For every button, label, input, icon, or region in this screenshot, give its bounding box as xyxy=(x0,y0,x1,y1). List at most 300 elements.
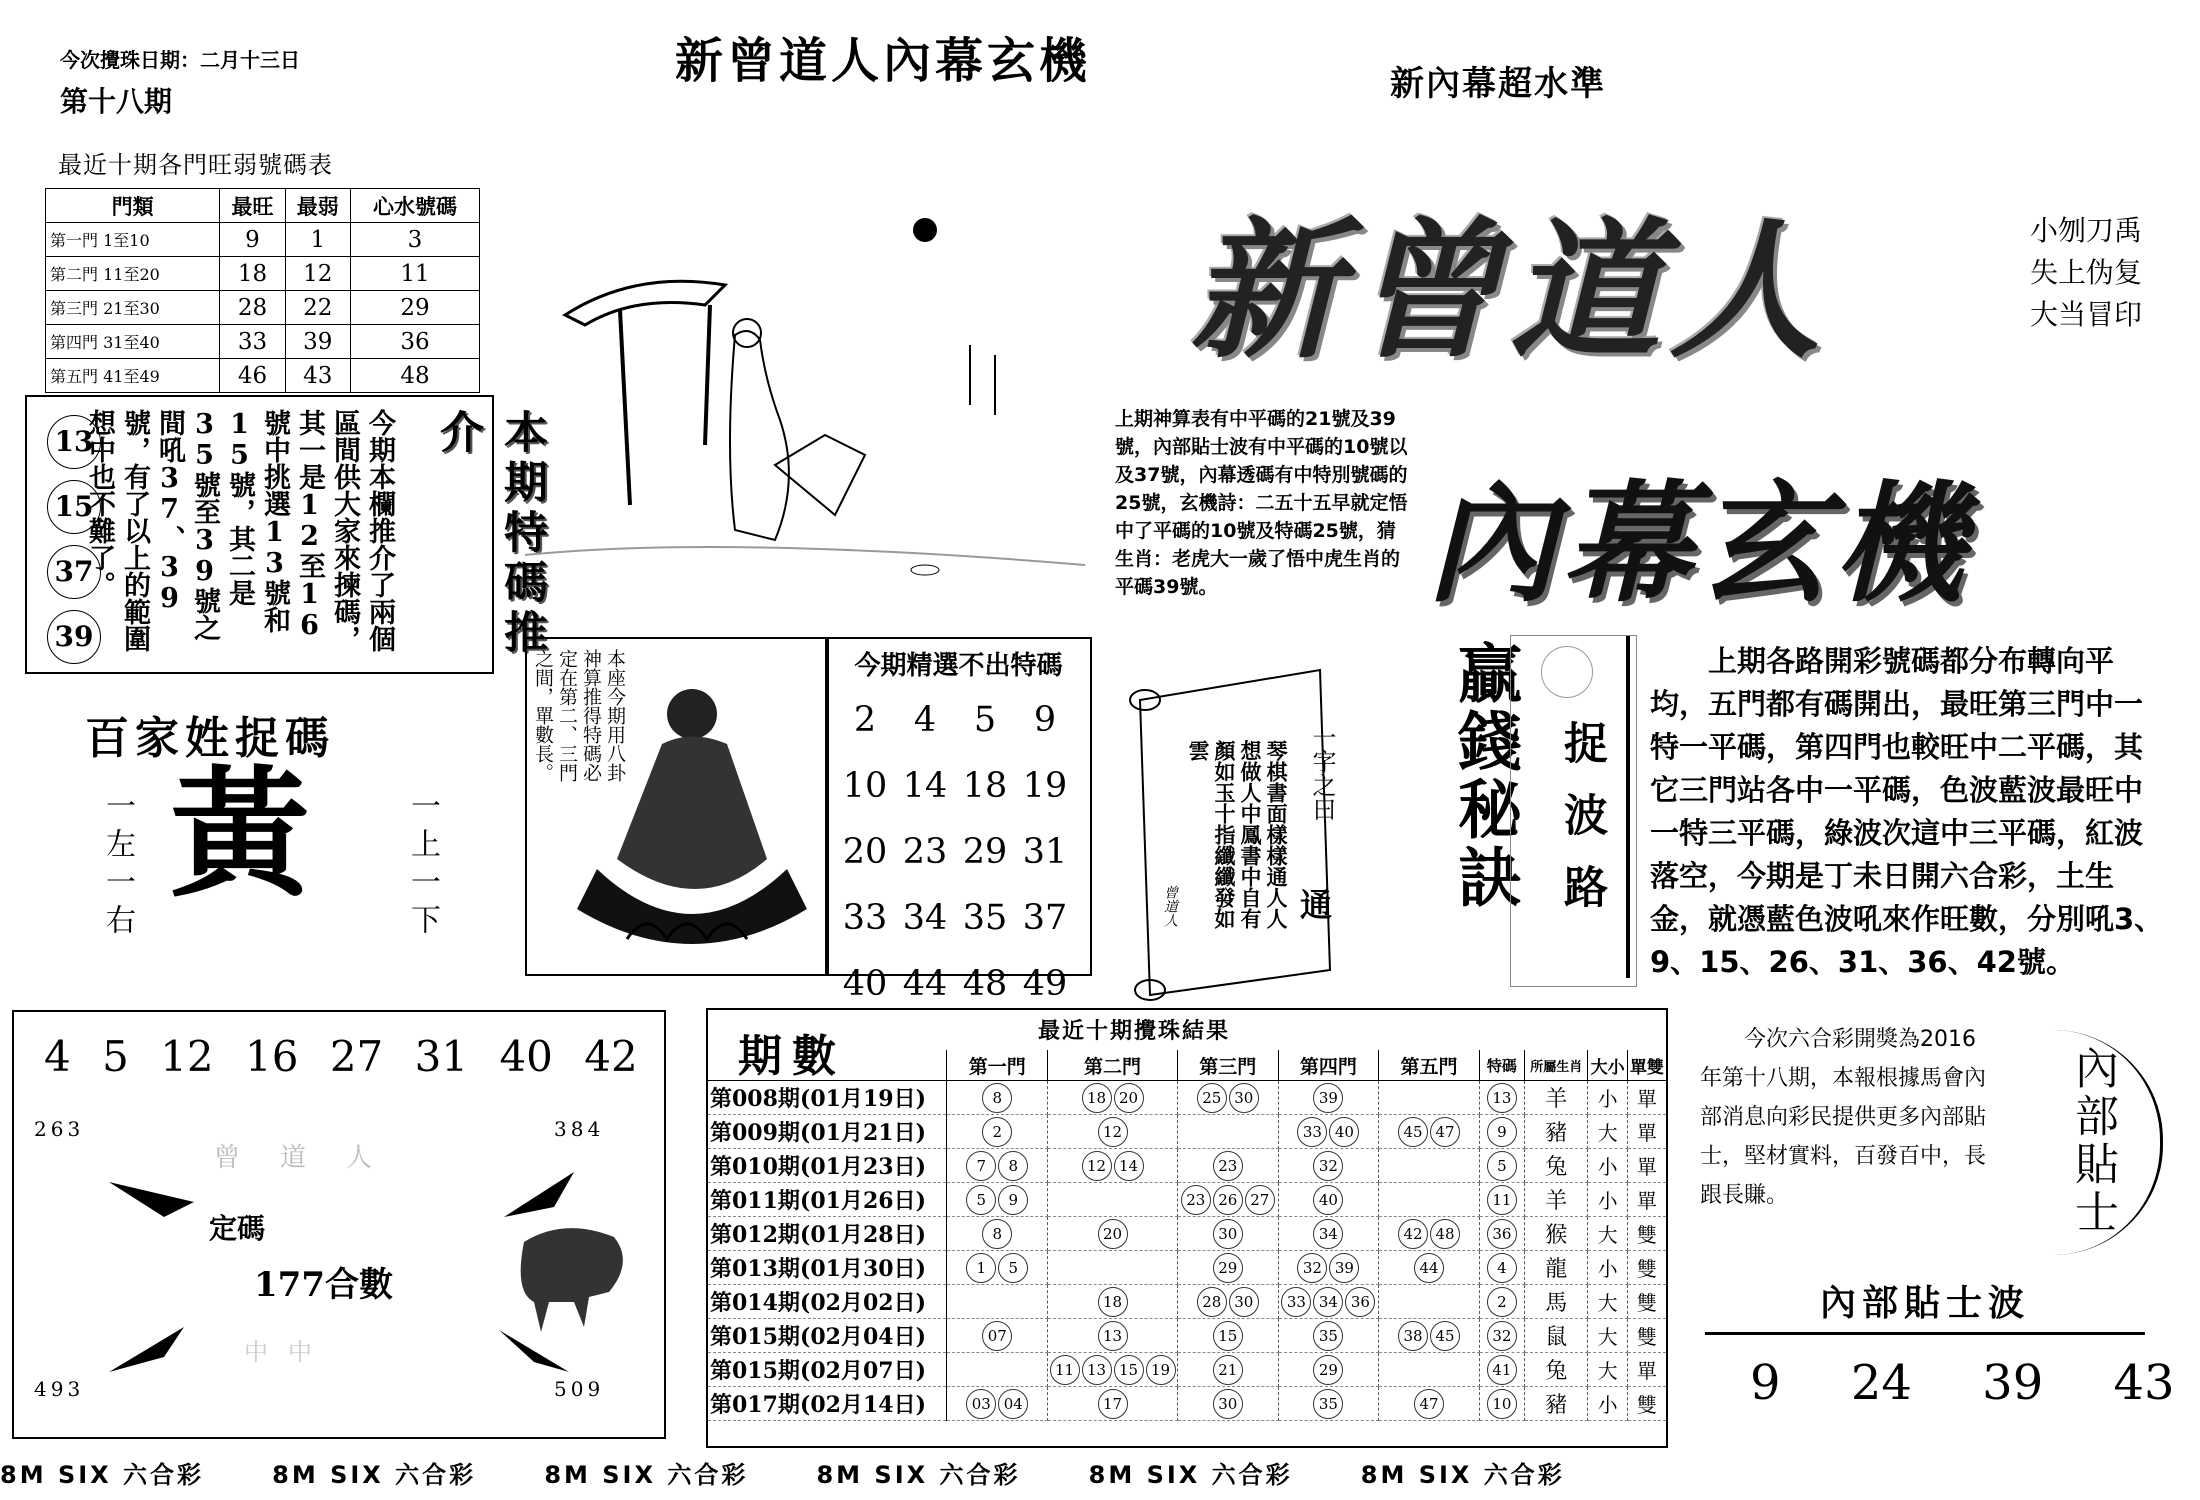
selected-title: 今期精選不出特碼 xyxy=(854,651,1063,681)
ball-number: 13 xyxy=(1098,1321,1128,1351)
ball-number: 34 xyxy=(1313,1287,1343,1317)
scroll-line: 書中自有顏如玉 xyxy=(1212,740,1263,929)
table-row xyxy=(46,325,480,359)
selected-number: 49 xyxy=(1022,964,1068,1004)
zodiac-cell: 龍 xyxy=(1525,1251,1588,1285)
ball-number: 5 xyxy=(998,1253,1028,1283)
footer-logo: 8M SIX 六合彩 xyxy=(0,1461,205,1489)
ball-number: 13 xyxy=(1082,1355,1112,1385)
odd-even-cell: 雙 xyxy=(1627,1387,1666,1421)
weak-cell: 39 xyxy=(285,325,350,359)
fixed-number: 5 xyxy=(102,1032,129,1081)
table-row xyxy=(46,257,480,291)
ball-number: 32 xyxy=(1297,1253,1327,1283)
door-cell: 第二門 11至20 xyxy=(46,257,220,291)
table-row xyxy=(708,1115,1666,1149)
fixed-number: 40 xyxy=(499,1032,553,1081)
table-row xyxy=(708,1285,1666,1319)
col-header: 心水號碼 xyxy=(350,189,479,223)
ball-number: 4 xyxy=(1487,1253,1517,1283)
period-cell: 第008期(01月19日) xyxy=(708,1081,947,1115)
zodiac-cell: 兔 xyxy=(1525,1353,1588,1387)
bagua-box xyxy=(525,637,829,976)
ball-number: 20 xyxy=(1114,1083,1144,1113)
scroll-line: 十指纖纖發如雲 xyxy=(1186,740,1237,929)
ball-number: 20 xyxy=(1098,1219,1128,1249)
recommend-box xyxy=(25,395,547,674)
special-cell xyxy=(1479,1115,1524,1149)
surname-right: 一上一下 xyxy=(405,790,440,942)
period-cell: 第010期(01月23日) xyxy=(708,1149,947,1183)
special-cell xyxy=(1479,1149,1524,1183)
table-row xyxy=(46,223,480,257)
banner-title: 新曾道人 xyxy=(1190,203,1831,379)
tip-number: 43 xyxy=(2113,1355,2175,1411)
ball-number: 36 xyxy=(1345,1287,1375,1317)
odd-even-cell: 雙 xyxy=(1627,1285,1666,1319)
door-cell xyxy=(947,1353,1048,1387)
ball-number: 34 xyxy=(1313,1219,1343,1249)
ball-number: 19 xyxy=(1146,1355,1176,1385)
period-cell: 第013期(01月30日) xyxy=(708,1251,947,1285)
door-cell xyxy=(1379,1115,1480,1149)
selected-number: 40 xyxy=(842,964,888,1004)
period-cell: 第009期(01月21日) xyxy=(708,1115,947,1149)
tips-numbers xyxy=(1750,1355,2175,1411)
recommend-number: 37 xyxy=(47,545,101,599)
door-cell xyxy=(1379,1217,1480,1251)
tip-number: 24 xyxy=(1850,1355,1912,1411)
ball-number: 11 xyxy=(1487,1185,1517,1215)
col-header: 單雙 xyxy=(1627,1050,1666,1081)
special-cell xyxy=(1479,1081,1524,1115)
size-cell: 大 xyxy=(1588,1217,1627,1251)
ball-number: 18 xyxy=(1098,1287,1128,1317)
door-cell xyxy=(1379,1081,1480,1115)
table-row xyxy=(708,1081,1666,1115)
col-header: 特碼 xyxy=(1479,1050,1524,1081)
fixed-number: 12 xyxy=(160,1032,214,1081)
door-cell xyxy=(1278,1115,1379,1149)
door-cell xyxy=(1048,1353,1178,1387)
door-cell xyxy=(1048,1387,1178,1421)
last-issue-text: 上期神算表有中平碼的21號及39號，內部貼士波有中平碼的10號以及37號，內幕透碼有中特別號碼的25號，玄機詩：二五十五早就定悟中了平碼的10號及特碼25號，猜生肖：老虎大一歲了悟中虎生肖的平碼39號。 xyxy=(1115,408,1408,598)
footer-strip xyxy=(0,1455,2200,1491)
door-cell xyxy=(1048,1285,1178,1319)
selected-number: 34 xyxy=(902,898,948,938)
page-title: 新曾道人內幕玄機 xyxy=(675,33,1092,89)
fixed-label: 定碼 xyxy=(209,1212,266,1245)
table-row xyxy=(708,1183,1666,1217)
eye-icon xyxy=(1541,646,1593,698)
selected-number: 19 xyxy=(1022,766,1068,806)
door-cell xyxy=(1278,1387,1379,1421)
selected-number: 18 xyxy=(962,766,1008,806)
door-cell xyxy=(1048,1183,1178,1217)
selected-number: 10 xyxy=(842,766,888,806)
ball-number: 07 xyxy=(982,1321,1012,1351)
pick-cell: 36 xyxy=(350,325,479,359)
door-cell xyxy=(1177,1285,1278,1319)
zodiac-cell: 馬 xyxy=(1525,1285,1588,1319)
size-cell: 小 xyxy=(1588,1081,1627,1115)
ball-number: 15 xyxy=(1114,1355,1144,1385)
door-cell xyxy=(947,1387,1048,1421)
door-cell xyxy=(947,1217,1048,1251)
special-cell xyxy=(1479,1217,1524,1251)
ball-number: 23 xyxy=(1181,1185,1211,1215)
pick-cell: 29 xyxy=(350,291,479,325)
size-cell: 小 xyxy=(1588,1149,1627,1183)
zodiac-cell: 猴 xyxy=(1525,1217,1588,1251)
odd-even-cell: 雙 xyxy=(1627,1319,1666,1353)
ball-number: 14 xyxy=(1114,1151,1144,1181)
col-header: 第四門 xyxy=(1278,1050,1379,1081)
size-cell: 大 xyxy=(1588,1353,1627,1387)
selected-number: 31 xyxy=(1022,832,1068,872)
zodiac-cell: 豬 xyxy=(1525,1115,1588,1149)
fixed-box xyxy=(12,1010,666,1439)
odd-even-cell: 單 xyxy=(1627,1183,1666,1217)
period-cell: 第011期(01月26日) xyxy=(708,1183,947,1217)
door-cell xyxy=(947,1149,1048,1183)
scroll-sign: 曾道人 xyxy=(1162,885,1178,927)
door-cell xyxy=(1177,1081,1278,1115)
special-cell xyxy=(1479,1387,1524,1421)
selected-number: 2 xyxy=(853,700,877,740)
ball-number: 13 xyxy=(1487,1083,1517,1113)
door-cell xyxy=(1379,1251,1480,1285)
ball-number: 8 xyxy=(982,1219,1012,1249)
weak-cell: 1 xyxy=(285,223,350,257)
col-header: 大小 xyxy=(1588,1050,1627,1081)
ball-number: 38 xyxy=(1398,1321,1428,1351)
zodiac-cell: 羊 xyxy=(1525,1081,1588,1115)
table-row xyxy=(708,1353,1666,1387)
door-cell xyxy=(1278,1353,1379,1387)
ball-number: 41 xyxy=(1487,1355,1517,1385)
poem-line: 大当冒印 xyxy=(2030,298,2143,331)
door-cell xyxy=(947,1183,1048,1217)
results-period-label: 期數 xyxy=(738,1031,846,1082)
ball-number: 10 xyxy=(1487,1389,1517,1419)
scroll-title: 一字之曰 xyxy=(1308,725,1336,821)
secret-subtitle-box xyxy=(1510,635,1637,987)
special-cell xyxy=(1479,1251,1524,1285)
weak-cell: 22 xyxy=(285,291,350,325)
door-cell xyxy=(1177,1353,1278,1387)
ball-number: 27 xyxy=(1245,1185,1275,1215)
door-cell xyxy=(947,1115,1048,1149)
period-cell: 第015期(02月07日) xyxy=(708,1353,947,1387)
col-header: 第一門 xyxy=(947,1050,1048,1081)
corner-number: 493 xyxy=(34,1377,85,1401)
fixed-number: 27 xyxy=(329,1032,384,1081)
ball-number: 28 xyxy=(1197,1287,1227,1317)
col-header: 第五門 xyxy=(1379,1050,1480,1081)
recommend-number: 13 xyxy=(47,415,101,469)
door-cell xyxy=(1278,1081,1379,1115)
ball-number: 2 xyxy=(982,1117,1012,1147)
selected-number: 35 xyxy=(962,898,1008,938)
stamp-text: 內部貼士 xyxy=(2067,1045,2118,1237)
ball-number: 39 xyxy=(1313,1083,1343,1113)
ball-number: 9 xyxy=(998,1185,1028,1215)
ball-number: 8 xyxy=(998,1151,1028,1181)
ball-number: 12 xyxy=(1098,1117,1128,1147)
ball-number: 04 xyxy=(998,1389,1028,1419)
table-row xyxy=(708,1149,1666,1183)
door-cell xyxy=(1177,1387,1278,1421)
selected-box xyxy=(825,637,1092,1004)
bagua-text: 本座今期用八卦神算推得特碼必定在第二、三門之間，單數長。 xyxy=(532,649,626,782)
door-cell xyxy=(1278,1183,1379,1217)
hot-cell: 46 xyxy=(220,359,285,393)
hot-cell: 9 xyxy=(220,223,285,257)
door-cell xyxy=(1177,1319,1278,1353)
special-cell xyxy=(1479,1183,1524,1217)
zodiac-cell: 鼠 xyxy=(1525,1319,1588,1353)
selected-number: 48 xyxy=(962,964,1008,1004)
secret-text: 上期各路開彩號碼都分布轉向平均，五門都有碼開出，最旺第三門中一特一平碼，第四門也較旺中二平碼，其它三門站各中一平碼，色波藍波最旺中一特三平碼，綠波次這中三平碼，紅波落空，今期是丁未日開六合彩，土生金，就憑藍色波吼來作旺數，分別吼3、9、15、26、31、36、42號。 xyxy=(1650,644,2164,979)
ball-number: 30 xyxy=(1229,1083,1259,1113)
ball-number: 30 xyxy=(1213,1389,1243,1419)
banner-poem xyxy=(2030,210,2142,336)
banner-subtitle: 內幕玄機 xyxy=(1418,468,2001,620)
ball-number: 25 xyxy=(1197,1083,1227,1113)
fixed-number: 31 xyxy=(414,1032,469,1081)
ball-number: 44 xyxy=(1414,1253,1444,1283)
page-subtitle: 新內幕超水準 xyxy=(1390,64,1606,104)
selected-number: 33 xyxy=(842,898,888,938)
selected-number: 4 xyxy=(913,700,937,740)
col-header: 最旺 xyxy=(220,189,285,223)
col-header: 最弱 xyxy=(285,189,350,223)
ball-number: 2 xyxy=(1487,1287,1517,1317)
ball-number: 5 xyxy=(966,1185,996,1215)
period-cell: 第017期(02月14日) xyxy=(708,1387,947,1421)
hot-cold-title: 最近十期各門旺弱號碼表 xyxy=(58,151,333,179)
odd-even-cell: 單 xyxy=(1627,1115,1666,1149)
ball-number: 12 xyxy=(1082,1151,1112,1181)
hot-cold-table xyxy=(45,188,480,393)
selected-number: 9 xyxy=(1033,700,1057,740)
arrow-icons xyxy=(14,1012,664,1437)
door-cell xyxy=(1278,1285,1379,1319)
door-cell xyxy=(1278,1319,1379,1353)
door-cell: 第四門 31至40 xyxy=(46,325,220,359)
odd-even-cell: 雙 xyxy=(1627,1217,1666,1251)
table-row xyxy=(708,1217,1666,1251)
selected-number: 23 xyxy=(902,832,948,872)
odd-even-cell: 單 xyxy=(1627,1149,1666,1183)
size-cell: 小 xyxy=(1588,1183,1627,1217)
door-cell xyxy=(1379,1149,1480,1183)
divider xyxy=(1626,636,1630,978)
special-cell xyxy=(1479,1285,1524,1319)
hot-cell: 18 xyxy=(220,257,285,291)
fixed-number: 42 xyxy=(584,1032,638,1081)
zodiac-cell: 豬 xyxy=(1525,1387,1588,1421)
results-table xyxy=(708,1050,1666,1421)
col-header: 第三門 xyxy=(1177,1050,1278,1081)
tips-title: 內部貼士波 xyxy=(1705,1275,2145,1335)
col-header: 門類 xyxy=(46,189,220,223)
selected-number: 29 xyxy=(962,832,1008,872)
ball-number: 32 xyxy=(1487,1321,1517,1351)
footer-logo: 8M SIX 六合彩 xyxy=(816,1461,1021,1489)
size-cell: 小 xyxy=(1588,1251,1627,1285)
col-header: 所屬生肖 xyxy=(1525,1050,1588,1081)
door-cell xyxy=(1278,1149,1379,1183)
ball-number: 45 xyxy=(1398,1117,1428,1147)
door-cell xyxy=(947,1319,1048,1353)
selected-grid xyxy=(827,690,1090,1020)
door-cell: 第五門 41至49 xyxy=(46,359,220,393)
selected-number: 5 xyxy=(973,700,997,740)
ball-number: 45 xyxy=(1430,1321,1460,1351)
door-cell xyxy=(947,1285,1048,1319)
recommend-heading: 本期特碼推介 xyxy=(432,409,547,659)
period-cell: 第014期(02月02日) xyxy=(708,1285,947,1319)
notice-text: 今次六合彩開獎為2016年第十八期，本報根據馬會內部消息向彩民提供更多內部貼士，堅材實料，百發百中，長跟長賺。 xyxy=(1700,1027,1987,1208)
ball-number: 30 xyxy=(1229,1287,1259,1317)
ball-number: 8 xyxy=(982,1083,1012,1113)
door-cell xyxy=(1278,1251,1379,1285)
period-cell: 第012期(01月28日) xyxy=(708,1217,947,1251)
door-cell xyxy=(1048,1115,1178,1149)
ball-number: 18 xyxy=(1082,1083,1112,1113)
footer-logo: 8M SIX 六合彩 xyxy=(1360,1461,1565,1489)
col-header: 第二門 xyxy=(1048,1050,1178,1081)
pick-cell: 11 xyxy=(350,257,479,291)
door-cell xyxy=(1278,1217,1379,1251)
selected-number: 20 xyxy=(842,832,888,872)
ball-number: 40 xyxy=(1313,1185,1343,1215)
door-cell xyxy=(1379,1353,1480,1387)
corner-number: 384 xyxy=(554,1117,605,1141)
odd-even-cell: 雙 xyxy=(1627,1251,1666,1285)
issue-number: 第十八期 xyxy=(60,85,173,118)
size-cell: 大 xyxy=(1588,1285,1627,1319)
corner-number: 263 xyxy=(34,1117,85,1141)
selected-number: 14 xyxy=(902,766,948,806)
ball-number: 9 xyxy=(1487,1117,1517,1147)
recommend-number: 15 xyxy=(47,480,101,534)
pick-cell: 3 xyxy=(350,223,479,257)
zodiac-cell: 羊 xyxy=(1525,1183,1588,1217)
poem-line: 失上伪复 xyxy=(2030,256,2143,289)
ball-number: 23 xyxy=(1213,1151,1243,1181)
ball-number: 32 xyxy=(1313,1151,1343,1181)
results-box xyxy=(706,1008,1668,1448)
door-cell xyxy=(1177,1149,1278,1183)
table-row xyxy=(708,1319,1666,1353)
odd-even-cell: 單 xyxy=(1627,1081,1666,1115)
tip-number: 39 xyxy=(1982,1355,2044,1411)
hot-cell: 33 xyxy=(220,325,285,359)
corner-number: 509 xyxy=(554,1377,605,1401)
ball-number: 35 xyxy=(1313,1321,1343,1351)
scroll-poem xyxy=(1185,740,1289,930)
ball-number: 5 xyxy=(1487,1151,1517,1181)
ball-number: 42 xyxy=(1398,1219,1428,1249)
sage-illustration xyxy=(567,659,817,969)
door-cell xyxy=(1379,1387,1480,1421)
fixed-sum: 177合數 xyxy=(254,1265,393,1305)
special-cell xyxy=(1479,1319,1524,1353)
footer-logo: 8M SIX 六合彩 xyxy=(544,1461,749,1489)
ball-number: 33 xyxy=(1281,1287,1311,1317)
watermark: 曾道人 xyxy=(214,1143,413,1173)
door-cell xyxy=(1379,1183,1480,1217)
watermark-2: 中中 xyxy=(244,1338,332,1366)
door-cell xyxy=(1379,1285,1480,1319)
secret-subtitle: 捉波路 xyxy=(1556,720,1607,936)
door-cell xyxy=(947,1081,1048,1115)
door-cell: 第一門 1至10 xyxy=(46,223,220,257)
door-cell: 第三門 21至30 xyxy=(46,291,220,325)
weak-cell: 43 xyxy=(285,359,350,393)
door-cell xyxy=(947,1251,1048,1285)
door-cell xyxy=(1048,1319,1178,1353)
ball-number: 03 xyxy=(966,1389,996,1419)
door-cell xyxy=(1177,1217,1278,1251)
fixed-number: 4 xyxy=(44,1032,71,1081)
ball-number: 36 xyxy=(1487,1219,1517,1249)
size-cell: 小 xyxy=(1588,1387,1627,1421)
weak-cell: 12 xyxy=(285,257,350,291)
selected-number: 44 xyxy=(902,964,948,1004)
ball-number: 30 xyxy=(1213,1219,1243,1249)
tip-number: 9 xyxy=(1750,1355,1781,1411)
size-cell: 大 xyxy=(1588,1319,1627,1353)
table-row xyxy=(46,291,480,325)
size-cell: 大 xyxy=(1588,1115,1627,1149)
lady-illustration xyxy=(525,205,1095,620)
ball-number: 33 xyxy=(1297,1117,1327,1147)
ball-number: 7 xyxy=(966,1151,996,1181)
secret-title: 贏錢秘訣 xyxy=(1447,640,1521,912)
ball-number: 47 xyxy=(1414,1389,1444,1419)
ball-number: 11 xyxy=(1050,1355,1080,1385)
recommend-number: 39 xyxy=(47,610,101,664)
table-row xyxy=(46,359,480,393)
table-row xyxy=(708,1251,1666,1285)
hot-cell: 28 xyxy=(220,291,285,325)
door-cell xyxy=(1379,1319,1480,1353)
ball-number: 1 xyxy=(966,1253,996,1283)
door-cell xyxy=(1048,1149,1178,1183)
door-cell xyxy=(1048,1081,1178,1115)
door-cell xyxy=(1048,1251,1178,1285)
results-title: 最近十期攪珠結果 xyxy=(1038,1018,1231,1044)
scroll-answer: 通 xyxy=(1300,886,1333,924)
ball-number: 17 xyxy=(1098,1389,1128,1419)
door-cell xyxy=(1177,1115,1278,1149)
selected-number: 37 xyxy=(1022,898,1068,938)
scroll-line: 琴棋書面樣樣通 xyxy=(1264,740,1289,887)
surname-title: 百家姓捉碼 xyxy=(85,713,335,764)
special-cell xyxy=(1479,1353,1524,1387)
ball-number: 48 xyxy=(1430,1219,1460,1249)
table-row xyxy=(708,1387,1666,1421)
footer-logo: 8M SIX 六合彩 xyxy=(272,1461,477,1489)
footer-logo: 8M SIX 六合彩 xyxy=(1088,1461,1293,1489)
ball-number: 15 xyxy=(1213,1321,1243,1351)
door-cell xyxy=(1177,1183,1278,1217)
ball-number: 40 xyxy=(1329,1117,1359,1147)
